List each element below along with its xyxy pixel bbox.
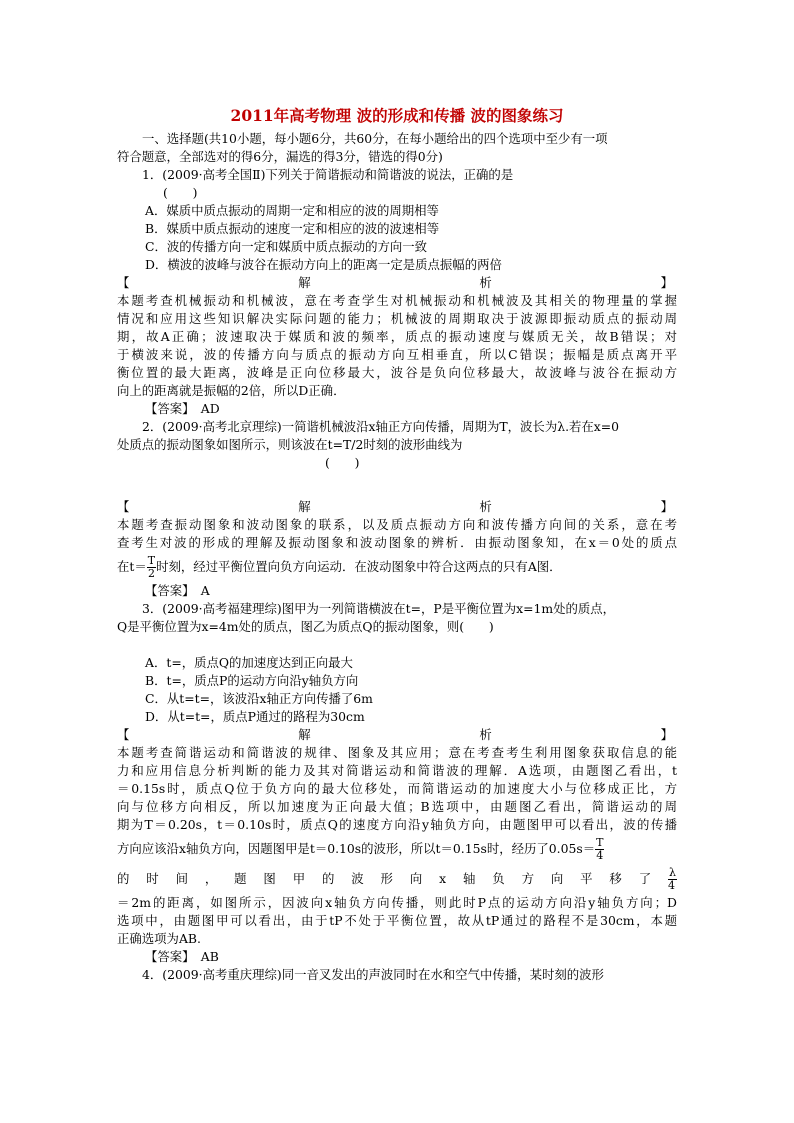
- analysis-text: 的时间，题图甲的波形向x轴负方向平移了: [117, 871, 669, 886]
- fraction-numerator: λ: [669, 866, 676, 879]
- analysis-bracket-open: 【: [117, 499, 130, 514]
- analysis-line: 正确选项为AB.: [117, 931, 201, 946]
- question-3-stem: Q是平衡位置为x=4m处的质点，图乙为质点Q的振动图象，则( ): [117, 619, 494, 634]
- analysis-label-jie: 解: [298, 499, 311, 514]
- answer-label: 【答案】: [145, 401, 189, 416]
- analysis-line: 本题考查振动图象和波动图象的联系，以及质点振动方向和波传播方向间的关系，意在考: [117, 517, 677, 532]
- analysis-line: 向上的距离就是振幅的2倍，所以D正确．: [117, 383, 346, 398]
- question-1-option-a: A．媒质中质点振动的周期一定和相应的波的周期相等: [145, 203, 439, 218]
- answer-value: AD: [200, 401, 220, 416]
- answer-value: A: [200, 583, 210, 598]
- analysis-text: 在t＝: [117, 559, 147, 574]
- question-2-stem: 处质点的振动图象如图所示，则该波在t=T/2时刻的波形曲线为: [117, 437, 463, 452]
- question-3-option-a: A．t=，质点Q的加速度达到正向最大: [145, 655, 353, 670]
- analysis-line: 期，故A正确；波速取决于媒质和波的频率，质点的振动速度与媒质无关，故B错误；对: [117, 329, 677, 344]
- analysis-heading: [117, 274, 677, 292]
- question-2-stem: 2．(2009·高考北京理综)一简谐机械波沿x轴正方向传播，周期为T，波长为λ.若在x=0: [142, 419, 620, 434]
- analysis-line: 于横波来说，波的传播方向与质点的振动方向互相垂直，所以C错误；振幅是质点离开平: [117, 347, 677, 362]
- answer-label: 【答案】: [145, 949, 189, 964]
- figure-placeholder: [117, 636, 677, 654]
- analysis-line: ＝0.15s时，质点Q位于负方向的最大位移处，而简谐运动的加速度大小与位移成正比，方: [117, 781, 677, 796]
- analysis-text: 方向应该沿x轴负方向，因题图甲是t＝0.10s的波形，所以t＝0.15s时，经历了0.05s＝: [117, 841, 596, 856]
- question-1-stem: 1．(2009·高考全国Ⅱ)下列关于简谐振动和简谐波的说法，正确的是: [142, 167, 514, 182]
- fraction-lambda-over-4: [668, 867, 677, 892]
- analysis-bracket-close: 】: [660, 499, 673, 514]
- analysis-line: 力和应用信息分析判断的能力及其对简谐运动和简谐波的理解．A选项，由题图乙看出，t: [117, 763, 677, 778]
- analysis-line-with-fraction: [117, 834, 677, 864]
- analysis-label-xi: 析: [479, 499, 492, 514]
- page-title: 2011年高考物理 波的形成和传播 波的图象练习: [230, 106, 564, 125]
- fraction-denominator: 2: [147, 567, 155, 580]
- analysis-line: 查考生对波的形成的理解及振动图象和波动图象的辨析．由振动图象知，在x＝0处的质点: [117, 535, 677, 550]
- question-1-option-b: B．媒质中质点振动的速度一定和相应的波的波速相等: [145, 221, 440, 236]
- analysis-line: 期为T＝0.20s，t＝0.10s时，质点Q的速度方向沿y轴负方向，由题图甲可以看出，波的传播: [117, 817, 677, 832]
- analysis-label-jie: 解: [298, 275, 311, 290]
- analysis-line: ＝2m的距离，如图所示，因波向x轴负方向传播，则此时P点的运动方向沿y轴负方向；D: [117, 895, 677, 910]
- question-3-stem: 3．(2009·高考福建理综)图甲为一列简谐横波在t=，P是平衡位置为x=1m处的质点，: [142, 601, 616, 616]
- section-intro-line: 一、选择题(共10小题，每小题6分，共60分，在每小题给出的四个选项中至少有一项: [142, 131, 608, 146]
- question-1-blank: ( ): [163, 185, 198, 200]
- question-3-option-d: D．从t=t=，质点P通过的路程为30cm: [145, 709, 365, 724]
- answer-line: [117, 948, 677, 966]
- fraction-numerator: T: [596, 836, 604, 849]
- analysis-label-xi: 析: [479, 727, 492, 742]
- fraction-t-over-4: [595, 837, 604, 862]
- analysis-line: 情况和应用这些知识解决实际问题的能力；机械波的周期取决于波源即振动质点的振动周: [117, 311, 677, 326]
- question-1-option-c: C．波的传播方向一定和媒质中质点振动的方向一致: [145, 239, 428, 254]
- answer-label: 【答案】: [145, 583, 189, 598]
- analysis-label-jie: 解: [298, 727, 311, 742]
- fraction-t-over-2: [147, 555, 156, 580]
- analysis-line: 本题考查简谐运动和简谐波的规律、图象及其应用；意在考查考生利用图象获取信息的能: [117, 745, 677, 760]
- figure-placeholder: [117, 472, 677, 498]
- analysis-line-with-fraction: [117, 552, 677, 582]
- analysis-bracket-open: 【: [117, 275, 130, 290]
- analysis-line: 本题考查机械振动和机械波，意在考查学生对机械振动和机械波及其相关的物理量的掌握: [117, 293, 677, 308]
- fraction-numerator: T: [147, 554, 156, 567]
- analysis-line: 选项中，由题图甲可以看出，由于tP不处于平衡位置，故从tP通过的路程不是30cm，本题: [117, 913, 677, 928]
- fraction-denominator: 4: [596, 849, 604, 862]
- answer-line: [117, 400, 677, 418]
- question-2-blank: ( ): [325, 455, 360, 470]
- analysis-line: 衡位置的最大距离，波峰是正向位移最大，波谷是负向位移最大，故波峰与波谷在振动方: [117, 365, 677, 380]
- question-3-option-b: B．t=，质点P的运动方向沿y轴负方向: [145, 673, 359, 688]
- fraction-denominator: 4: [668, 879, 676, 892]
- analysis-text: 时刻，经过平衡位置向负方向运动．在波动图象中符合这两点的只有A图．: [156, 559, 562, 574]
- analysis-heading: [117, 498, 677, 516]
- section-intro-line: 符合题意，全部选对的得6分，漏选的得3分，错选的得0分): [117, 149, 443, 164]
- analysis-bracket-close: 】: [660, 275, 673, 290]
- question-1-option-d: D．横波的波峰与波谷在振动方向上的距离一定是质点振幅的两倍: [145, 257, 502, 272]
- analysis-heading: [117, 726, 677, 744]
- analysis-bracket-close: 】: [660, 727, 673, 742]
- analysis-label-xi: 析: [479, 275, 492, 290]
- question-4-stem: 4．(2009·高考重庆理综)同一音叉发出的声波同时在水和空气中传播，某时刻的波形: [142, 967, 604, 982]
- analysis-line: 向与位移方向相反，所以加速度为正向最大值；B选项中，由题图乙看出，简谐运动的周: [117, 799, 677, 814]
- analysis-bracket-open: 【: [117, 727, 130, 742]
- answer-value: AB: [200, 949, 219, 964]
- analysis-line-with-fraction: [117, 864, 677, 894]
- question-3-option-c: C．从t=t=，该波沿x轴正方向传播了6m: [145, 691, 373, 706]
- document-body: [117, 130, 677, 984]
- answer-line: [117, 582, 677, 600]
